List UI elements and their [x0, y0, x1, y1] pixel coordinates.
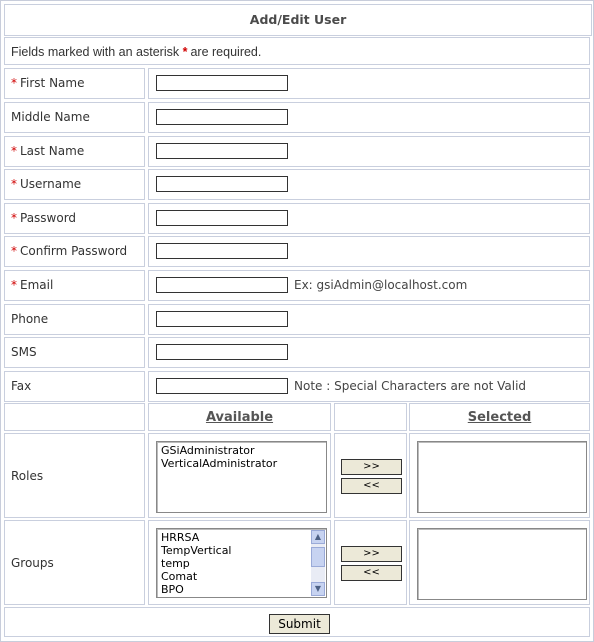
email-input[interactable] — [156, 277, 288, 293]
field-label-phone — [4, 304, 145, 335]
field-label-middle-name — [4, 102, 145, 133]
field-row-middle-name — [4, 102, 590, 133]
required-marker: * — [11, 211, 17, 225]
field-label-fax — [4, 371, 145, 402]
list-item[interactable]: BPO — [161, 583, 184, 596]
scroll-thumb[interactable] — [311, 547, 325, 567]
label-text: Last Name — [20, 144, 85, 158]
groups-selected-cell — [409, 520, 590, 605]
label-text: Phone — [11, 312, 49, 326]
roles-remove-button[interactable]: << — [341, 478, 402, 494]
groups-selected-list[interactable] — [417, 528, 587, 600]
field-cell — [148, 236, 590, 267]
last-name-input[interactable] — [156, 143, 288, 159]
selected-header-text: Selected — [467, 410, 532, 425]
available-header — [148, 403, 331, 431]
roles-available-cell — [148, 433, 331, 518]
field-cell — [148, 203, 590, 234]
scroll-down-icon[interactable]: ▼ — [311, 582, 325, 596]
fax-note: Note : Special Characters are not Valid — [294, 379, 527, 393]
field-label-first-name — [4, 68, 145, 99]
list-item[interactable]: TempVertical — [161, 544, 232, 557]
phone-input[interactable] — [156, 311, 288, 327]
roles-move-cell — [334, 433, 407, 518]
assign-header-row — [4, 403, 590, 431]
field-label-sms — [4, 337, 145, 368]
field-cell — [148, 337, 590, 368]
field-row-first-name — [4, 68, 590, 99]
roles-available-list[interactable] — [156, 441, 327, 513]
submit-row — [4, 607, 590, 637]
sms-input[interactable] — [156, 344, 288, 360]
groups-row — [4, 520, 590, 605]
form-title: Add/Edit User — [4, 4, 592, 36]
groups-add-button[interactable]: >> — [341, 546, 402, 562]
field-cell — [148, 371, 590, 402]
field-cell — [148, 102, 590, 133]
fax-input[interactable] — [156, 378, 288, 394]
field-row-username — [4, 169, 590, 200]
header-spacer-mid — [334, 403, 407, 431]
field-row-last-name — [4, 136, 590, 167]
roles-selected-list[interactable] — [417, 441, 587, 513]
roles-label: Roles — [11, 469, 44, 483]
field-label-confirm-password — [4, 236, 145, 267]
field-cell — [148, 68, 590, 99]
email-hint: Ex: gsiAdmin@localhost.com — [294, 278, 468, 292]
field-row-fax — [4, 371, 590, 402]
required-asterisk: * — [182, 45, 188, 59]
password-input[interactable] — [156, 210, 288, 226]
groups-move-cell — [334, 520, 407, 605]
groups-label: Groups — [11, 556, 54, 570]
required-note-suffix: are required. — [190, 45, 262, 59]
roles-selected-cell — [409, 433, 590, 518]
field-label-last-name — [4, 136, 145, 167]
label-text: Password — [20, 211, 77, 225]
field-cell — [148, 169, 590, 200]
field-cell — [148, 136, 590, 167]
required-marker: * — [11, 177, 17, 191]
groups-available-list[interactable] — [156, 528, 327, 598]
label-text: Confirm Password — [20, 244, 128, 258]
groups-available-cell — [148, 520, 331, 605]
field-row-phone — [4, 304, 590, 335]
label-text: Username — [20, 177, 82, 191]
field-label-username — [4, 169, 145, 200]
label-text: SMS — [11, 345, 37, 359]
username-input[interactable] — [156, 176, 288, 192]
required-marker: * — [11, 144, 17, 158]
confirm-password-input[interactable] — [156, 243, 288, 259]
list-item[interactable]: HRRSA — [161, 531, 200, 544]
selected-header — [409, 403, 590, 431]
middle-name-input[interactable] — [156, 109, 288, 125]
list-item[interactable]: temp — [161, 557, 190, 570]
field-cell — [148, 270, 590, 301]
roles-label-cell — [4, 433, 145, 518]
required-marker: * — [11, 244, 17, 258]
groups-label-cell — [4, 520, 145, 605]
header-spacer — [4, 403, 145, 431]
list-item[interactable]: Comat — [161, 570, 198, 583]
submit-button[interactable]: Submit — [269, 614, 330, 634]
roles-add-button[interactable]: >> — [341, 459, 402, 475]
field-row-confirm-password — [4, 236, 590, 267]
field-cell — [148, 304, 590, 335]
label-text: Email — [20, 278, 54, 292]
label-text: Middle Name — [11, 110, 90, 124]
field-row-sms — [4, 337, 590, 368]
list-item[interactable]: GSiAdministrator — [161, 444, 255, 457]
roles-row — [4, 433, 590, 518]
field-label-email — [4, 270, 145, 301]
required-marker: * — [11, 76, 17, 90]
label-text: Fax — [11, 379, 32, 393]
available-header-text: Available — [205, 410, 274, 425]
first-name-input[interactable] — [156, 75, 288, 91]
required-note-prefix: Fields marked with an asterisk — [11, 45, 180, 59]
field-row-password — [4, 203, 590, 234]
groups-scrollbar[interactable] — [311, 530, 325, 596]
groups-remove-button[interactable]: << — [341, 565, 402, 581]
required-note — [4, 37, 590, 65]
required-marker: * — [11, 278, 17, 292]
field-label-password — [4, 203, 145, 234]
label-text: First Name — [20, 76, 85, 90]
field-row-email — [4, 270, 590, 301]
scroll-up-icon[interactable]: ▲ — [311, 530, 325, 544]
list-item[interactable]: VerticalAdministrator — [161, 457, 278, 470]
